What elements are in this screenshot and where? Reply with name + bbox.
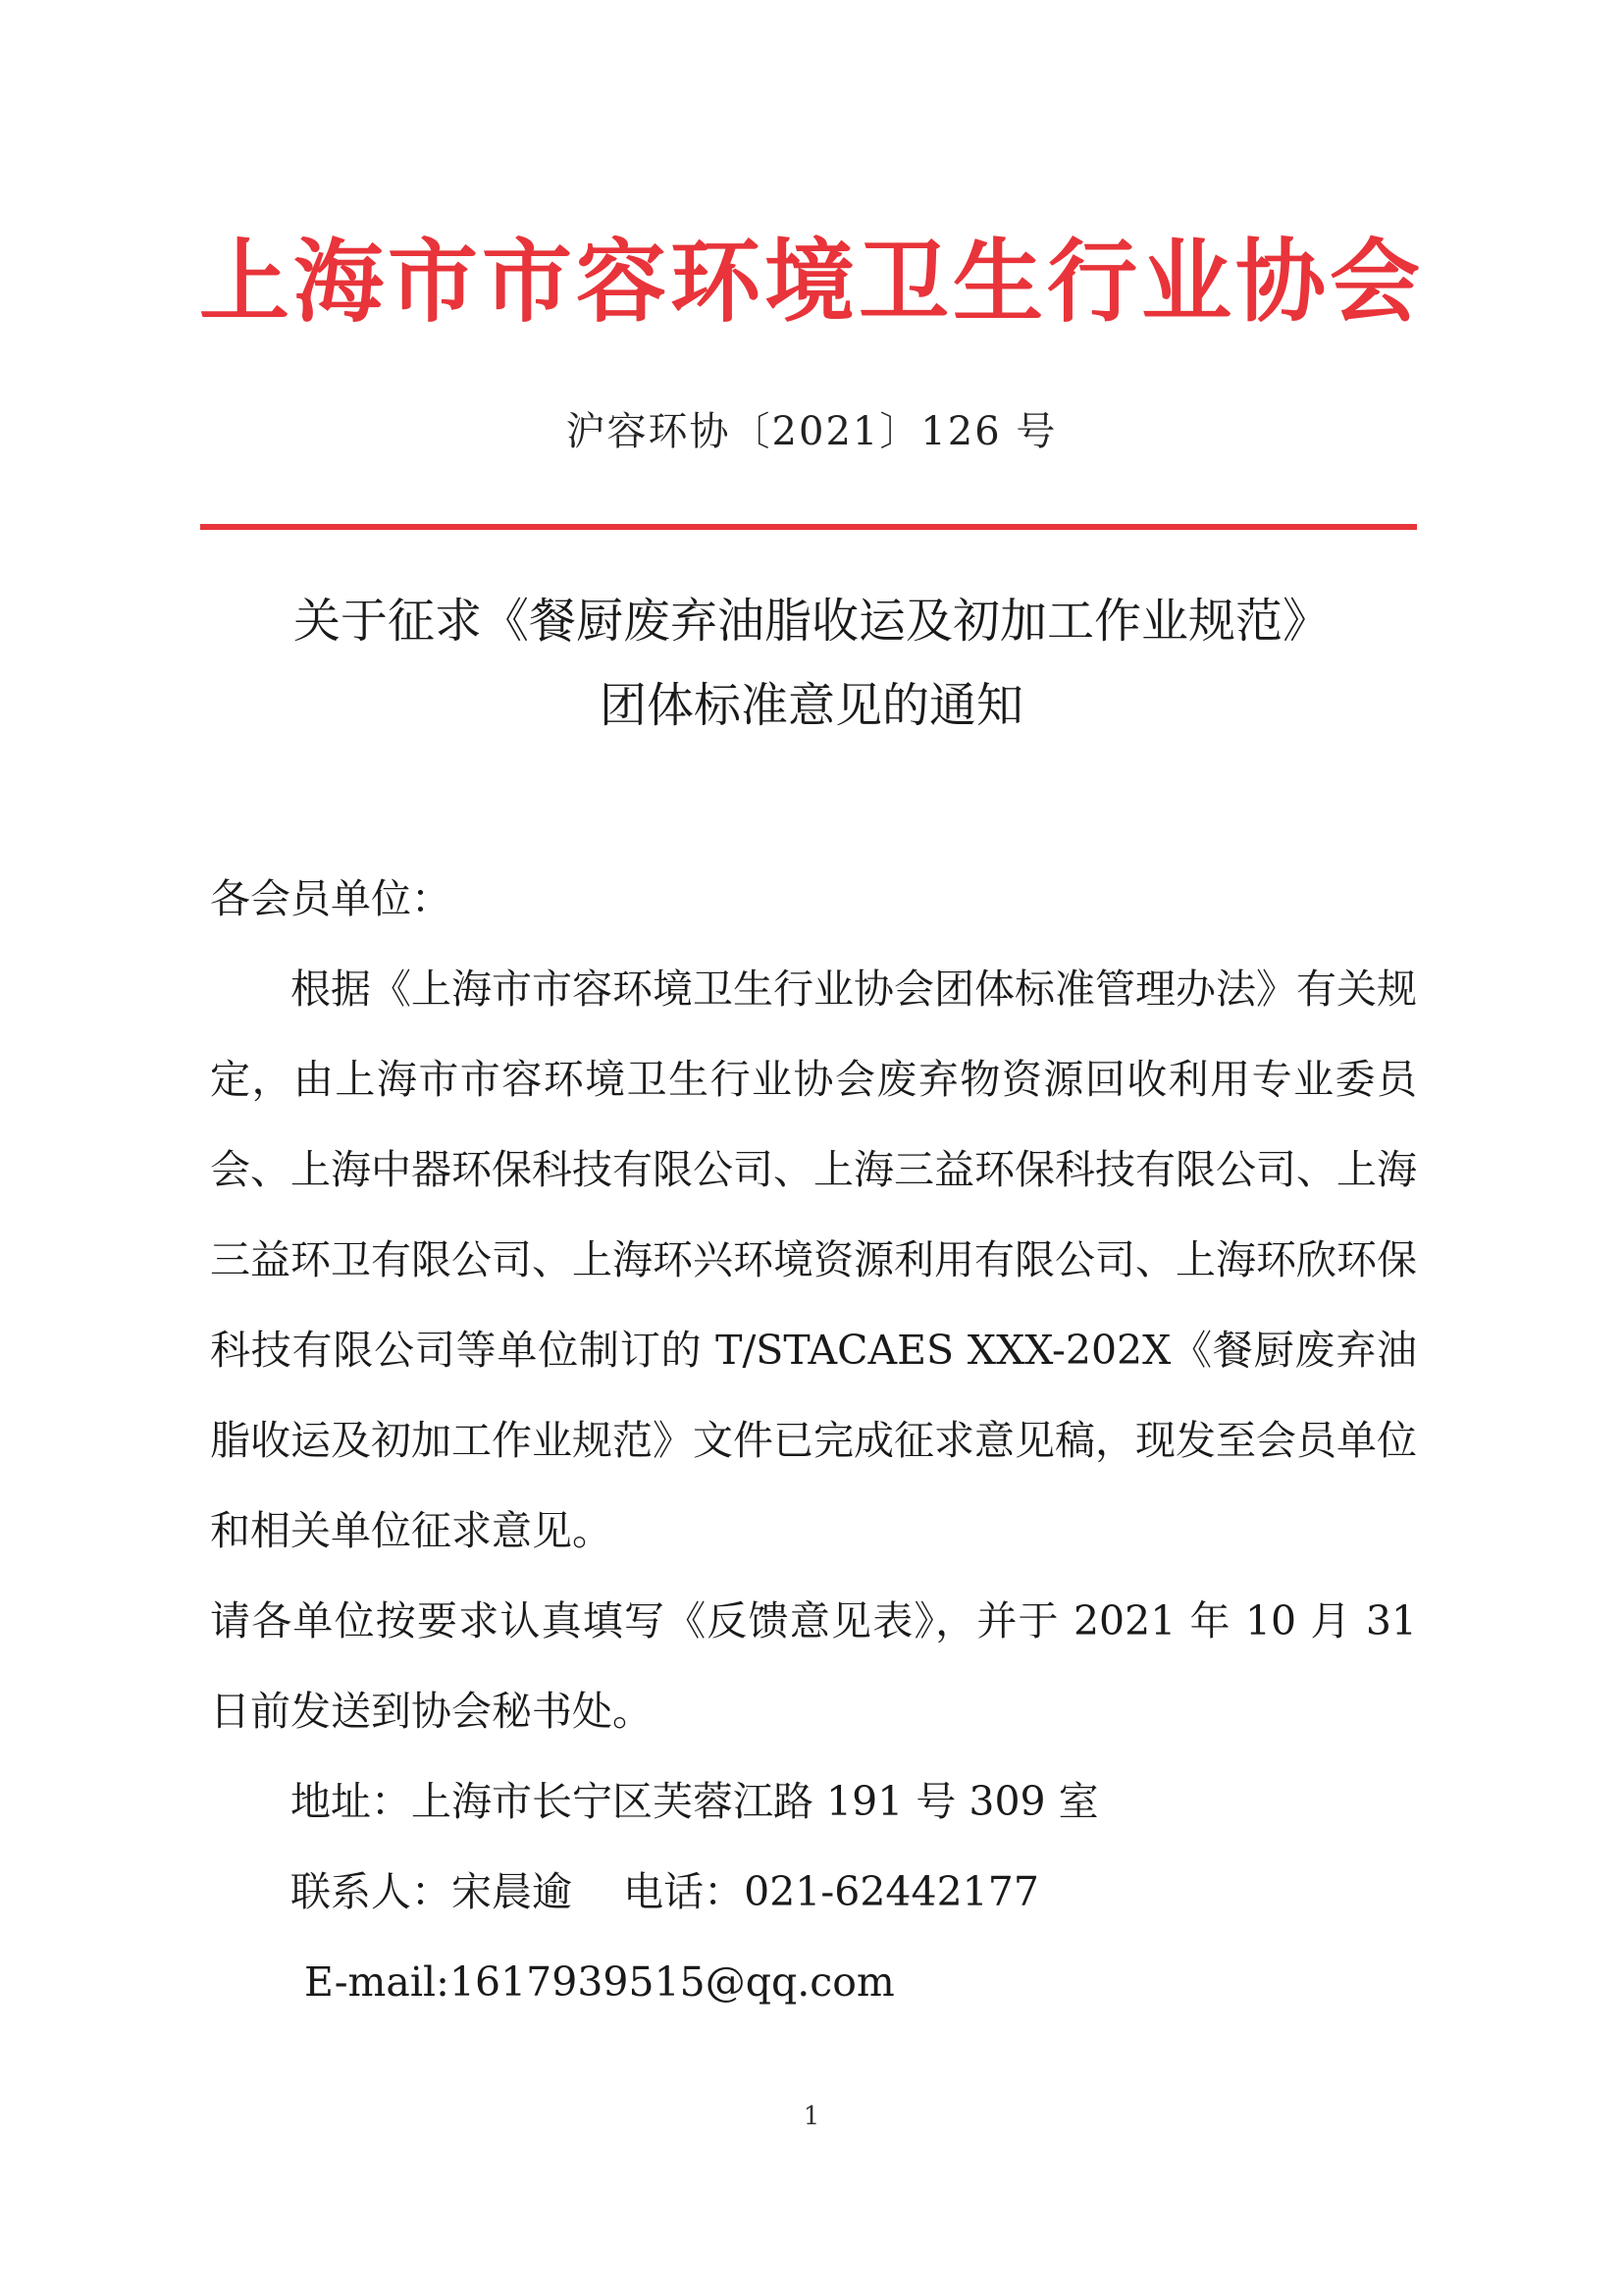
title-line-1: 关于征求《餐厨废弃油脂收运及初加工作业规范》 [292,594,1330,649]
document-number: 沪容环协〔2021〕126 号 [565,409,1058,454]
contact-address: 地址：上海市长宁区芙蓉江路 191 号 309 室 [290,1778,1099,1825]
salutation: 各会员单位： [210,875,451,922]
paragraph-request: 请各单位按要求认真填写《反馈意见表》，并于 2021 年 10 月 31 日前发送到协会秘书处。 [210,1597,1417,1735]
notice-title [0,579,1623,748]
paragraph-main: 根据《上海市市容环境卫生行业协会团体标准管理办法》有关规定，由上海市市容环境卫生行业协会废弃物资源回收利用专业委员会、上海中器环保科技有限公司、上海三益环保科技有限公司、上海三益环卫有限公司、上海环兴环境资源利用有限公司、上海环欣环保科技有限公司等单位制订的 T/STACAES XXX-202X《餐厨废弃油脂收运及初加工作业规范》文件已完成征求意见稿，现发至会员单位和相关单位征求意见。 [210,965,1417,1554]
red-divider [200,524,1417,530]
page-number: 1 [803,2102,820,2131]
title-line-2: 团体标准意见的通知 [599,678,1023,733]
contact-email: E-mail:1617939515@qq.com [304,1958,895,2006]
organization-header: 上海市市容环境卫生行业协会 [198,229,1424,335]
notice-body [210,854,1417,2027]
contact-person-phone: 联系人：宋晨逾 电话：021-62442177 [290,1868,1039,1915]
